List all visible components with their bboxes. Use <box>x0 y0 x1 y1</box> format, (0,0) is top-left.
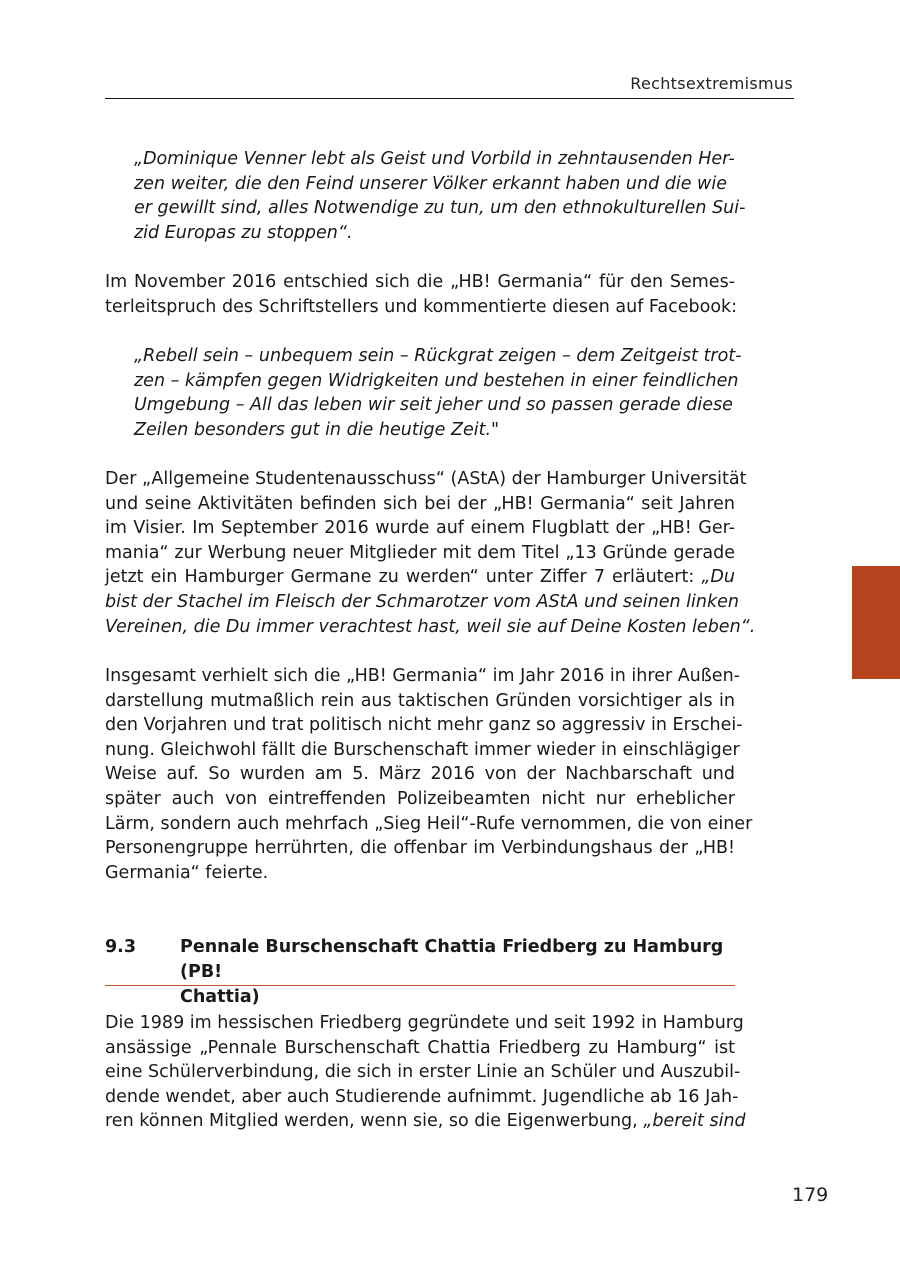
paragraph-line: den Vorjahren und trat politisch nicht mehr ganz so aggressiv in Erschei- <box>105 715 743 736</box>
chapter-tab-marker <box>852 566 900 679</box>
italic-text: bist der Stachel im Fleisch der Schmarotzer vom AStA und seinen linken <box>105 591 739 612</box>
page-number: 179 <box>792 1184 829 1206</box>
paragraph-line: Im November 2016 entschied sich die „HB! Germania“ für den Semes- <box>105 272 735 292</box>
paragraph-line: im Visier. Im September 2016 wurde auf einem Flugblatt der „HB! Ger- <box>105 518 735 539</box>
paragraph-line: Personengruppe herrührten, die offenbar im Verbindungshaus der „HB! <box>105 838 735 859</box>
quote-1-line: er gewillt sind, alles Notwendige zu tun, um den ethnokulturellen Sui- <box>134 198 746 219</box>
paragraph-3 <box>105 664 753 885</box>
quote-1-line: zid Europas zu stoppen“. <box>134 222 353 243</box>
paragraph-line: dende wendet, aber auch Studierende aufnimmt. Jugendliche ab 16 Jah- <box>105 1086 739 1107</box>
paragraph-line <box>105 590 739 615</box>
italic-text: „bereit sind <box>643 1111 746 1132</box>
paragraph-line <box>105 1109 746 1134</box>
paragraph-line <box>105 615 756 640</box>
quote-2-line: „Rebell sein – unbequem sein – Rückgrat zeigen – dem Zeitgeist trot- <box>134 346 742 366</box>
paragraph-line: Germania“ feierte. <box>105 862 269 883</box>
paragraph-line: Insgesamt verhielt sich die „HB! Germania“ im Jahr 2016 in ihrer Außen- <box>105 666 740 686</box>
paragraph-text: ren können Mitglied werden, wenn sie, so die Eigenwerbung, <box>105 1111 644 1132</box>
quote-2-line: Umgebung – All das leben wir seit jeher und so passen gerade diese <box>134 395 733 416</box>
paragraph-line: ansässige „Pennale Burschenschaft Chattia Friedberg zu Hamburg“ ist <box>105 1037 735 1058</box>
quote-2 <box>134 344 742 442</box>
paragraph-line: Weise auf. So wurden am 5. März 2016 von der Nachbarschaft und <box>105 764 735 785</box>
paragraph-line: mania“ zur Werbung neuer Mitglieder mit dem Titel „13 Gründe gerade <box>105 542 735 563</box>
italic-text: Vereinen, die Du immer verachtest hast, weil sie auf Deine Kosten leben“. <box>105 616 756 637</box>
section-title-line: Pennale Burschenschaft Chattia Friedberg zu Hamburg (PB! <box>180 937 724 982</box>
section-rule <box>105 985 735 986</box>
quote-2-line: zen – kämpfen gegen Widrigkeiten und bestehen in einer feindlichen <box>134 370 739 391</box>
section-title <box>180 935 735 1010</box>
paragraph-line: eine Schülerverbindung, die sich in erster Linie an Schüler und Auszubil- <box>105 1062 741 1083</box>
paragraph-2 <box>105 467 756 639</box>
paragraph-line: Lärm, sondern auch mehrfach „Sieg Heil“-Rufe vernommen, die von einer <box>105 813 753 834</box>
paragraph-line: Die 1989 im hessischen Friedberg gegründete und seit 1992 in Hamburg <box>105 1013 744 1033</box>
paragraph-4 <box>105 1011 746 1134</box>
quote-1-line: zen weiter, die den Feind unserer Völker erkannt haben und die wie <box>134 173 728 194</box>
paragraph-line: terleitspruch des Schriftstellers und kommentierte diesen auf Facebook: <box>105 296 738 317</box>
paragraph-text: jetzt ein Hamburger Germane zu werden“ unter Ziffer 7 erläutert: <box>105 567 702 588</box>
paragraph-line: darstellung mutmaßlich rein aus taktischen Gründen vorsichtiger als in <box>105 690 735 711</box>
paragraph-line: später auch von eintreffenden Polizeibeamten nicht nur erheblicher <box>105 788 735 809</box>
paragraph-line: und seine Aktivitäten befinden sich bei der „HB! Germania“ seit Jahren <box>105 493 735 514</box>
italic-text: „Du <box>701 567 735 588</box>
section-title-line: Chattia) <box>180 987 260 1007</box>
running-head: Rechtsextremismus <box>630 74 793 93</box>
quote-1 <box>134 147 746 245</box>
quote-1-line: „Dominique Venner lebt als Geist und Vorbild in zehntausenden Her- <box>134 149 735 169</box>
quote-2-line: Zeilen besonders gut in die heutige Zeit." <box>134 419 500 440</box>
paragraph-1 <box>105 270 738 319</box>
paragraph-line: Der „Allgemeine Studentenausschuss“ (AStA) der Hamburger Universität <box>105 469 747 489</box>
section-number: 9.3 <box>105 937 137 957</box>
header-rule <box>105 98 794 99</box>
paragraph-line <box>105 565 735 590</box>
paragraph-line: nung. Gleichwohl fällt die Burschenschaft immer wieder in einschlägiger <box>105 739 740 760</box>
